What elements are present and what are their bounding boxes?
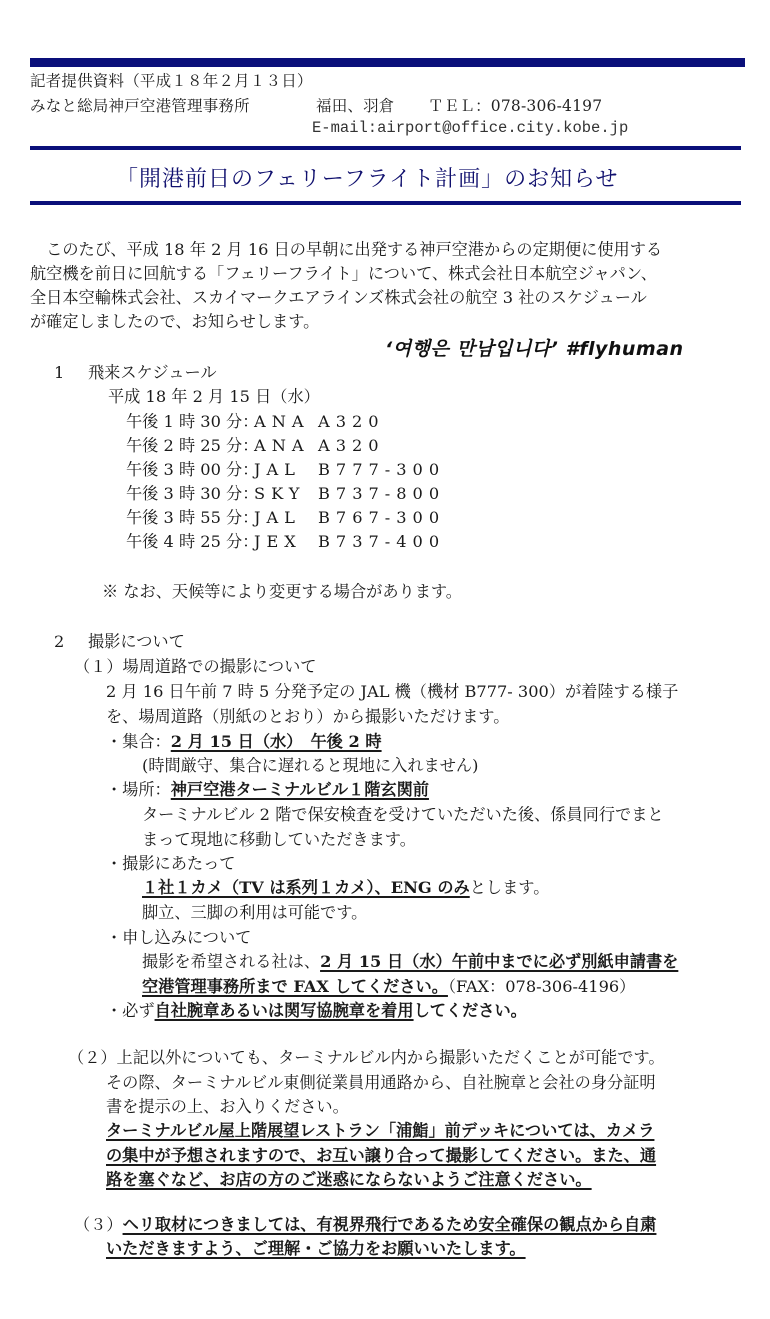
apply-row1 — [142, 950, 678, 974]
sub2-bold-line3: 路を塞ぐなど、お店の方のご迷惑にならないようご注意ください。 — [106, 1170, 592, 1189]
place-label: ・場所： — [106, 780, 171, 799]
place-row — [106, 778, 429, 802]
intro-paragraph — [30, 238, 662, 334]
apply-value-line1: 2 月 15 日（水）午前中までに必ず別紙申請書を — [320, 952, 679, 971]
place-value: 神戸空港ターミナルビル１階玄関前 — [170, 780, 429, 799]
fax-number: （FAX：078-306-4196） — [447, 977, 636, 996]
assembly-value: 2 月 15 日（水） 午後 2 時 — [170, 732, 382, 751]
schedule-row: 午後 1 時 30 分：ANA A320 — [126, 412, 385, 431]
sub2-line3: 書を提示の上、お入りください。 — [106, 1097, 349, 1116]
sub2-bold-line2: の集中が予想されますので、お互い譲り合って撮影してください。また、通 — [106, 1146, 657, 1165]
intro-line: このたび、平成 18 年 2 月 16 日の早朝に出発する神戸空港からの定期便に使用する — [30, 240, 663, 259]
sub2-line2: その際、ターミナルビル東側従業員用通路から、自社腕章と会社の身分証明 — [106, 1073, 656, 1092]
office-name: みなと総局神戸空港管理事務所 — [30, 97, 250, 115]
schedule-row: 午後 2 時 25 分：ANA A320 — [126, 436, 385, 455]
press-release-date: 記者提供資料（平成１８年２月１３日） — [30, 72, 313, 90]
header-mid-rule — [30, 146, 741, 150]
sub1-desc-line2: を、場周道路（別紙のとおり）から撮影いただけます。 — [106, 707, 510, 726]
sub3-bold-line1: ヘリ取材につきましては、有視界飛行であるため安全確保の観点から自粛 — [122, 1215, 657, 1234]
title-bottom-rule — [30, 201, 741, 205]
sub3-row1 — [74, 1213, 656, 1237]
schedule-row: 午後 3 時 00 分：JAL B777-300 — [126, 460, 446, 479]
tel-number: ＴＥＬ：078-306-4197 — [428, 97, 603, 115]
section1-number: 1 — [54, 363, 65, 382]
sub2-bold-line1: ターミナルビル屋上階展望レストラン「浦鮨」前デッキについては、カメラ — [106, 1121, 655, 1140]
section2-heading: 撮影について — [88, 632, 185, 651]
section1-heading: 飛来スケジュール — [88, 363, 217, 382]
assembly-note: (時間厳守、集合に遅れると現地に入れません) — [142, 756, 479, 775]
section2-number: 2 — [54, 632, 65, 651]
assembly-label: ・集合： — [106, 732, 171, 751]
intro-line: 航空機を前日に回航する「フェリーフライト」について、株式会社日本航空ジャパン、 — [30, 264, 657, 283]
sub3-bold-line2: いただきますよう、ご理解・ご協力をお願いいたします。 — [106, 1239, 526, 1258]
sub2-line1: （２）上記以外についても、ターミナルビル内から撮影いただくことが可能です。 — [68, 1048, 665, 1067]
intro-line: 全日本空輸株式会社、スカイマークエアラインズ株式会社の航空 3 社のスケジュール — [30, 288, 647, 307]
armband-prefix: ・必ず — [106, 1001, 155, 1020]
header-top-rule — [30, 58, 745, 67]
apply-label: ・申し込みについて — [106, 928, 252, 947]
shoot-suffix: とします。 — [469, 878, 550, 897]
schedule-note: ※ なお、天候等により変更する場合があります。 — [102, 582, 462, 601]
schedule-list — [126, 410, 445, 554]
contact-names: 福田、羽倉 — [316, 97, 395, 115]
place-note-line1: ターミナルビル 2 階で保安検査を受けていただいた後、係員同行でまと — [142, 805, 664, 824]
sub1-label: （１）場周道路での撮影について — [74, 657, 317, 676]
sub1-desc-line1: 2 月 16 日午前 7 時 5 分発予定の JAL 機（機材 B777- 300）が着陸する様子 — [106, 682, 679, 701]
email-address: E-mail:airport@office.city.kobe.jp — [312, 119, 629, 137]
schedule-row: 午後 4 時 25 分：JEX B737-400 — [126, 532, 446, 551]
schedule-date: 平成 18 年 2 月 15 日（水） — [108, 387, 320, 406]
armband-suffix: してください。 — [413, 1001, 527, 1020]
apply-value-line2: 空港管理事務所まで FAX してください。 — [142, 977, 448, 996]
intro-line: が確定しましたので、お知らせします。 — [30, 312, 320, 331]
shoot-row — [142, 876, 549, 900]
apply-prefix: 撮影を希望される社は、 — [142, 952, 321, 971]
assembly-row — [106, 730, 382, 754]
armband-row — [106, 999, 527, 1023]
shoot-label: ・撮影にあたって — [106, 854, 236, 873]
shoot-value: １社１カメ（TV は系列１カメ）、ENG のみ — [142, 878, 470, 897]
schedule-row: 午後 3 時 55 分：JAL B767-300 — [126, 508, 446, 527]
shoot-note: 脚立、三脚の利用は可能です。 — [142, 903, 368, 922]
armband-value: 自社腕章あるいは関写協腕章を着用 — [154, 1001, 414, 1020]
schedule-row: 午後 3 時 30 分：SKY B737-800 — [126, 484, 446, 503]
document-title: 「開港前日のフェリーフライト計画」のお知らせ — [116, 167, 619, 192]
handwritten-note: ‘여행은 만남입니다’ #flyhuman — [385, 338, 684, 360]
place-note-line2: まって現地に移動していただきます。 — [142, 830, 416, 849]
apply-row2 — [142, 975, 635, 999]
sub3-label: （３） — [74, 1215, 123, 1234]
